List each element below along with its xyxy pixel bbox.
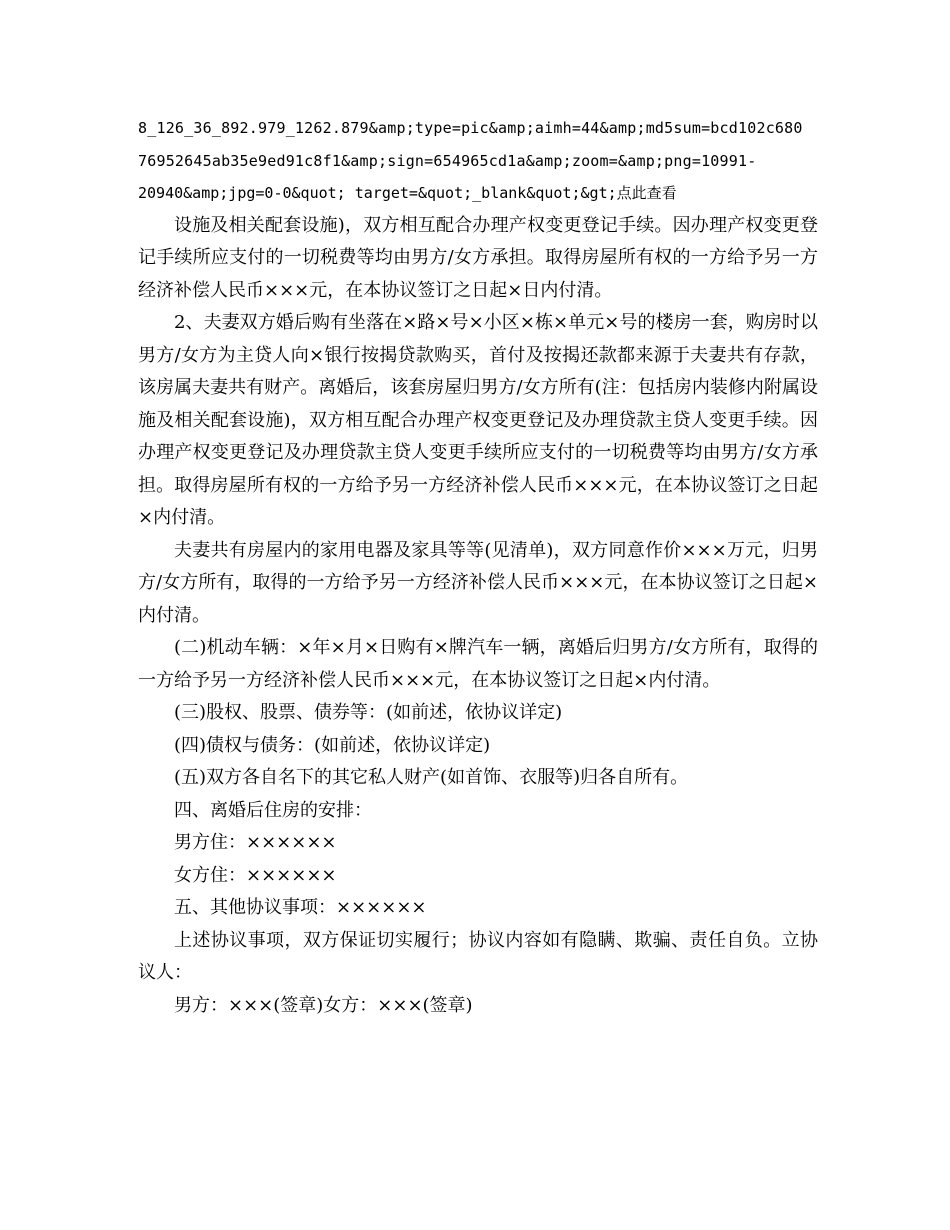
url-line-link[interactable]: 20940&amp;jpg=0-0&quot; target=&quot;_blank&quot;&gt;点此查看 (138, 184, 677, 202)
url-line: 8_126_36_892.979_1262.879&amp;type=pic&amp;aimh=44&amp;md5sum=bcd102c680 (138, 119, 803, 137)
paragraph-guarantee: 上述协议事项，双方保证切实履行；协议内容如有隐瞒、欺骗、责任自负。立协议人： (138, 929, 818, 983)
paragraph-property-registration: 设施及相关配套设施)，双方相互配合办理产权变更登记手续。因办理产权变更登记手续所应支付的一切税费等均由男方/女方承担。取得房屋所有权的一方给予另一方经济补偿人民币×××元，在本协议签订之日起×日内付清。 (138, 214, 818, 301)
paragraph-appliances: 夫妻共有房屋内的家用电器及家具等等(见清单)，双方同意作价×××万元，归男方/女方所有，取得的一方给予另一方经济补偿人民币×××元，在本协议签订之日起×内付清。 (138, 539, 818, 626)
paragraph-apartment: 2、夫妻双方婚后购有坐落在×路×号×小区×栋×单元×号的楼房一套，购房时以男方/女方为主贷人向×银行按揭贷款购买，首付及按揭还款都来源于夫妻共有存款，该房属夫妻共有财产。离婚后，该套房屋归男方/女方所有(注：包括房内装修内附属设施及相关配套设施)，双方相互配合办理产权变更登记及办理贷款主贷人变更手续。因办理产权变更登记及办理贷款主贷人变更手续所应支付的一切税费等均由男方/女方承担。取得房屋所有权的一方给予另一方经济补偿人民币×××元，在本协议签订之日起×内付清。 (138, 312, 818, 528)
section-heading-housing: 四、离婚后住房的安排： (174, 799, 372, 821)
paragraph-female-residence: 女方住：×××××× (174, 864, 337, 886)
document-body (138, 112, 818, 1022)
section-heading-other: 五、其他协议事项：×××××× (174, 897, 427, 918)
paragraph-male-residence: 男方住：×××××× (174, 832, 337, 853)
paragraph-vehicle: (二)机动车辆：×年×月×日购有×牌汽车一辆，离婚后归男方/女方所有，取得的一方给予另一方经济补偿人民币×××元，在本协议签订之日起×内付清。 (138, 637, 818, 691)
url-line: 76952645ab35e9ed91c8f1&amp;sign=654965cd1a&amp;zoom=&amp;png=10991- (138, 151, 757, 170)
paragraph-personal-property: (五)双方各自名下的其它私人财产(如首饰、衣服等)归各自所有。 (174, 767, 689, 788)
paragraph-debts: (四)债权与债务：(如前述，依协议详定) (174, 734, 491, 756)
paragraph-stocks: (三)股权、股票、债券等：(如前述，依协议详定) (174, 702, 563, 723)
signature-line: 男方：×××(签章)女方：×××(签章) (174, 994, 473, 1016)
